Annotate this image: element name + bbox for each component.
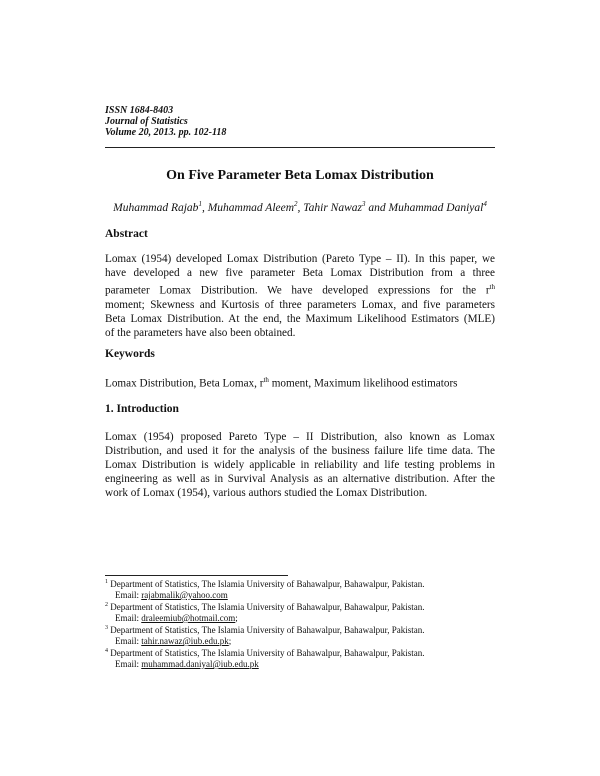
email-label: Email: (115, 590, 142, 600)
abstract-heading: Abstract (105, 228, 148, 240)
introduction-body (105, 430, 495, 500)
footnote (105, 623, 425, 647)
footnote-affiliation: Department of Statistics, The Islamia University of Bahawalpur, Bahawalpur, Pakistan. (110, 579, 425, 589)
abstract-line: have developed a new five parameter Beta Lomax Distribution from a three (105, 267, 495, 279)
volume-pages: Volume 20, 2013. pp. 102-118 (105, 127, 227, 138)
author-sep: and (365, 201, 389, 214)
author-mark: 2 (294, 200, 298, 208)
footnote-mark: 3 (105, 625, 108, 631)
issn: ISSN 1684-8403 (105, 105, 174, 116)
footnote-trail: ; (228, 636, 232, 646)
keywords-list (105, 376, 458, 390)
abstract-line: moment; Skewness and Kurtosis of three parameters Lomax, and five parameters (105, 298, 495, 311)
keywords-heading: Keywords (105, 348, 155, 360)
footnote-rule (105, 575, 288, 576)
footnote-trail: ; (235, 613, 238, 623)
keywords-text: moment, Maximum likelihood estimators (268, 377, 458, 390)
email-label: Email: (115, 613, 142, 623)
intro-line: Lomax Distribution is widely applicable in reliability and life testing problems in (105, 459, 495, 471)
paper-title: On Five Parameter Beta Lomax Distribution (166, 168, 434, 183)
email-link[interactable]: tahir.nawaz@iub.edu.pk (141, 636, 229, 646)
keywords-text: Lomax Distribution, Beta Lomax, r (105, 377, 264, 390)
intro-line: engineering as well as in Survival Analysis as an alternative distribution. After the (105, 473, 495, 485)
email-link[interactable]: muhammad.daniyal@iub.edu.pk (141, 659, 259, 669)
introduction-heading: 1. Introduction (105, 403, 179, 415)
intro-line: work of Lomax (1954), various authors studied the Lomax Distribution. (105, 487, 428, 499)
author-mark: 1 (198, 200, 202, 208)
author-name: Muhammad Daniyal (388, 201, 484, 214)
intro-line: Distribution, and used it for the analysis of the business failure life time data. The (105, 445, 495, 457)
footnote-mark: 1 (105, 579, 108, 585)
author-list (105, 200, 495, 214)
footnote-mark: 2 (105, 602, 108, 608)
abstract-line-text: parameter Lomax Distribution. We have developed expressions for the r (105, 284, 490, 297)
journal-name: Journal of Statistics (105, 116, 188, 127)
abstract-line (105, 280, 495, 298)
author-mark: 4 (483, 200, 487, 208)
author-name: Muhammad Rajab (113, 201, 199, 214)
email-label: Email: (115, 636, 142, 646)
superscript-th: th (263, 376, 269, 384)
footnote (105, 646, 425, 670)
footnote-affiliation: Department of Statistics, The Islamia University of Bahawalpur, Bahawalpur, Pakistan. (110, 625, 425, 635)
email-link[interactable]: draleemiub@hotmail.com (141, 613, 236, 623)
superscript-th: th (489, 283, 495, 291)
journal-header (105, 105, 226, 138)
footnote (105, 577, 425, 601)
header-rule (105, 147, 495, 148)
abstract-body (105, 252, 495, 340)
footnote-affiliation: Department of Statistics, The Islamia University of Bahawalpur, Bahawalpur, Pakistan. (110, 602, 425, 612)
email-link[interactable]: rajabmalik@yahoo.com (141, 590, 228, 600)
author-name: Tahir Nawaz (303, 201, 362, 214)
author-sep: , (297, 201, 304, 214)
intro-line: Lomax (1954) proposed Pareto Type – II Distribution, also known as Lomax (105, 431, 495, 443)
author-name: Muhammad Aleem (207, 201, 295, 214)
abstract-line: Beta Lomax Distribution. At the end, the Maximum Likelihood Estimators (MLE) (105, 312, 495, 325)
author-mark: 3 (361, 200, 366, 208)
author-sep: , (201, 201, 208, 214)
footnote-affiliation: Department of Statistics, The Islamia University of Bahawalpur, Bahawalpur, Pakistan. (110, 648, 425, 658)
footnote (105, 600, 425, 624)
abstract-line: of the parameters have also been obtained. (105, 326, 296, 339)
footnote-mark: 4 (105, 648, 108, 654)
abstract-line: Lomax (1954) developed Lomax Distribution (Pareto Type – II). In this paper, we (105, 253, 495, 265)
email-label: Email: (115, 659, 142, 669)
